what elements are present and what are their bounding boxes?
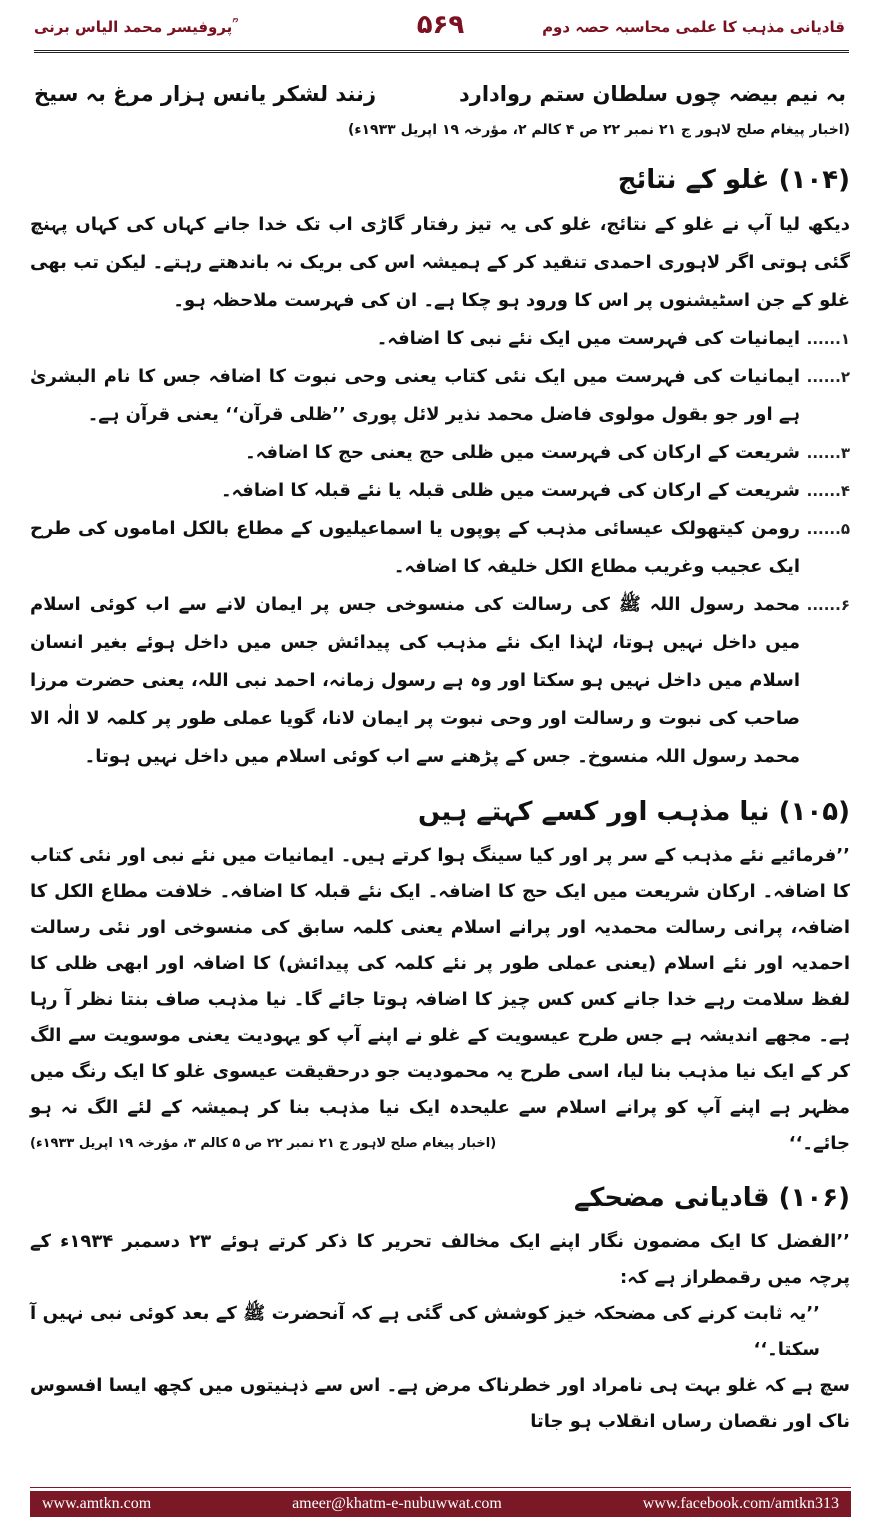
section-106-closing: سچ ہے کہ غلو بہت ہی نامراد اور خطرناک مرض ہے۔ اس سے ذہنیتوں میں کچھ ایسا افسوس ناک اور نقصان رساں انقلاب ہو جاتا — [30, 1375, 850, 1432]
header-divider — [34, 50, 849, 53]
section-105-title: (۱۰۵) نیا مذہب اور کسے کہتے ہیں — [417, 797, 850, 827]
section-106-title: (۱۰۶) قادیانی مضحکے — [573, 1183, 850, 1213]
section-106-quote-1: ’’الفضل کا ایک مضمون نگار اپنے ایک مخالف تحریر کا ذکر کرتے ہوئے ۲۳ دسمبر ۱۹۳۴ء کے پرچہ میں رقمطراز ہے کہ: — [30, 1231, 850, 1288]
section-105-quote — [30, 838, 850, 1162]
header-book-title: قادیانی مذہب کا علمی محاسبہ حصہ دوم — [542, 18, 845, 36]
list-item-text: ایمانیات کی فہرست میں ایک نئی کتاب یعنی وحی نبوت کا اضافہ جس کا نام البشریٰ ہے اور جو بقول مولوی فاضل محمد نذیر لائل پوری ’’ظلی قرآن‘‘ یعنی قرآن ہے۔ — [30, 366, 800, 425]
verse-first-half: زنند لشکر یانس ہزار مرغ بہ سیخ — [34, 82, 377, 106]
list-item-text: شریعت کے ارکان کی فہرست میں ظلی قبلہ یا نئے قبلہ کا اضافہ۔ — [220, 480, 800, 501]
list-item-number: ۵...... — [806, 520, 850, 538]
list-item-text: رومن کیتھولک عیسائی مذہب کے پوپوں یا اسماعیلیوں کے مطاع بالکل اماموں کی طرح ایک عجیب وغریب مطاع الکل خلیفہ کا اضافہ۔ — [30, 518, 800, 577]
list-item-text: ایمانیات کی فہرست میں ایک نئے نبی کا اضافہ۔ — [376, 328, 800, 349]
persian-verse — [30, 72, 850, 116]
list-item — [30, 586, 850, 776]
header-author: پروفیسر محمد الیاس برنی ؒ — [34, 18, 237, 36]
list-item — [30, 320, 850, 358]
reference-1: (اخبار پیغام صلح لاہور ج ۲۱ نمبر ۲۲ ص ۴ کالم ۲، مؤرخہ ۱۹ اپریل ۱۹۳۳ء) — [347, 122, 850, 138]
reference-2: (اخبار پیغام صلح لاہور ج ۲۱ نمبر ۲۲ ص ۵ کالم ۳، مؤرخہ ۱۹ اپریل ۱۹۳۳ء) — [30, 1136, 497, 1151]
footer-email-link[interactable]: ameer@khatm-e-nubuwwat.com — [292, 1495, 502, 1512]
section-104-intro: دیکھ لیا آپ نے غلو کے نتائج، غلو کی یہ تیز رفتار گاڑی اب تک خدا جانے کہاں کی کہاں پہنچ گئی ہوتی اگر لاہوری احمدی تنقید کر کے ہمیشہ اس کی بریک نہ باندھتے رہتے۔ لیکن تب بھی غلو کے جن اسٹیشنوں پر اس کا ورود ہو چکا ہے۔ ان کی فہرست ملاحظہ ہو۔ — [30, 214, 850, 311]
list-item — [30, 472, 850, 510]
list-item-text: شریعت کے ارکان کی فہرست میں ظلی حج یعنی حج کا اضافہ۔ — [245, 442, 800, 463]
page-body — [30, 72, 850, 1440]
list-item — [30, 510, 850, 586]
section-104-title: (۱۰۴) غلو کے نتائج — [617, 165, 850, 195]
list-item — [30, 434, 850, 472]
page-number: ۵۶۹ — [416, 10, 465, 40]
footer-website-link[interactable]: www.amtkn.com — [42, 1495, 152, 1512]
innovation-list — [30, 320, 850, 776]
page-header — [0, 0, 881, 62]
list-item-number: ۱...... — [806, 330, 850, 348]
list-item-number: ۴...... — [806, 482, 850, 500]
footer-facebook-link[interactable]: www.facebook.com/amtkn313 — [642, 1495, 839, 1512]
list-item-number: ۶...... — [806, 596, 850, 614]
section-105-quote-text: ’’فرمائیے نئے مذہب کے سر پر اور کیا سینگ ہوا کرتے ہیں۔ ایمانیات میں نئے نبی اور نئی کتاب کا اضافہ۔ ارکان شریعت میں ایک حج کا اضافہ۔ ایک نئے قبلہ کا اضافہ۔ خلافت مطاع الکل کا اضافہ، پرانی رسالت محمدیہ اور پرانے اسلام یعنی کلمہ سابق کی منسوخی اور نئی رسالت احمدیہ اور نئے اسلام (یعنی عملی طور پر نئے کلمہ کی پیدائش) کا اضافہ اور ابھی ظلی کا لفظ سلامت رہے خدا جانے کس کس چیز کا اضافہ ہوتا جائے گا۔ نیا مذہب صاف بنتا نظر آ رہا ہے۔ مجھے اندیشہ ہے جس طرح عیسویت کے غلو نے اپنے آپ کو یہودیت یعنی موسویت سے الگ کر کے ایک نیا مذہب بنا لیا، اسی طرح یہ محمودیت جو درحقیقت عیسوی غلو کا ایک رنگ میں مظہر ہے اپنے آپ کو پرانے اسلام سے علیحدہ ایک نیا مذہب بنا کر ہمیشہ کے لئے الگ نہ ہو جائے۔‘‘ — [30, 845, 850, 1154]
section-106-quote-2: ’’یہ ثابت کرنے کی مضحکہ خیز کوشش کی گئی ہے کہ آنحضرت ﷺ کے بعد کوئی نبی نہیں آ سکتا۔‘‘ — [30, 1303, 820, 1360]
list-item-number: ۳...... — [806, 444, 850, 462]
list-item-text: محمد رسول اللہ ﷺ کی رسالت کی منسوخی جس پر ایمان لانے سے اب کوئی اسلام میں داخل نہیں ہوتا، لہٰذا ایک نئے مذہب کی پیدائش جس میں داخل ہوئے بغیر انسان اسلام میں داخل نہیں ہو سکتا اور وہ ہے رسول زمانہ، احمد نبی اللہ، یعنی حضرت مرزا صاحب کی نبوت و رسالت اور وحی نبوت پر ایمان لانا، گویا عملی طور پر کلمہ لا الٰہ الا محمد رسول اللہ منسوخ۔ جس کے پڑھنے سے اب کوئی اسلام میں داخل نہیں ہوتا۔ — [30, 594, 800, 767]
verse-second-half: بہ نیم بیضہ چوں سلطان ستم روادارد — [458, 82, 846, 106]
list-item-number: ۲...... — [806, 368, 850, 386]
list-item — [30, 358, 850, 434]
footer-divider — [30, 1487, 851, 1488]
page-footer — [30, 1491, 851, 1517]
